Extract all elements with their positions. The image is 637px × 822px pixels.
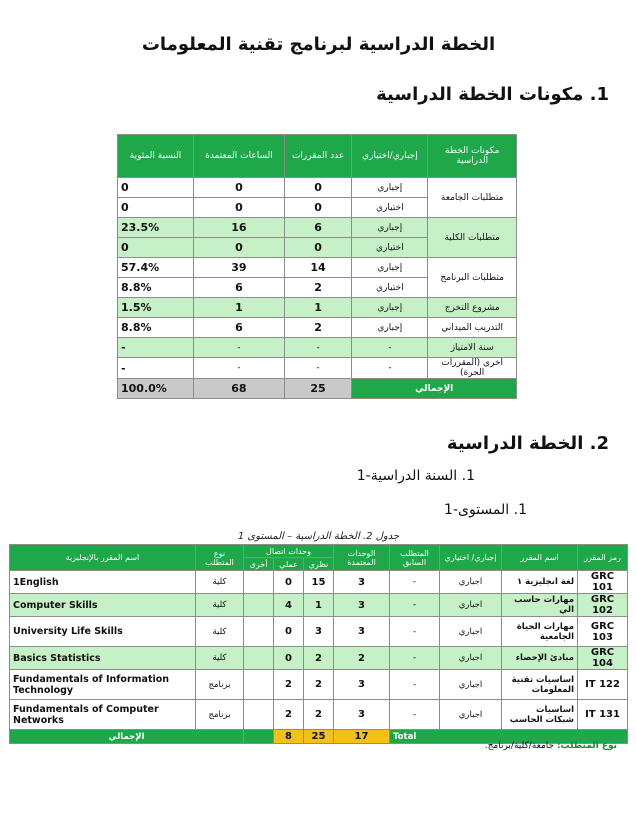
code-cell: GRC 104 <box>578 647 628 670</box>
theory-cell: 2 <box>304 647 334 670</box>
other-cell <box>244 571 274 594</box>
percent-cell: - <box>118 338 194 358</box>
practical-cell: 4 <box>274 594 304 617</box>
component-cell: متطلبات البرنامج <box>428 258 517 298</box>
header-units: الوحدات المعتمدة <box>334 545 390 571</box>
subheading-year-1: 1. السنة الدراسية-1 <box>356 468 475 484</box>
courses-cell: 2 <box>284 278 352 298</box>
type-cell: إجباري <box>352 258 428 278</box>
other-cell <box>244 670 274 700</box>
english-name-cell: Fundamentals of Information Technology <box>10 670 196 700</box>
table-header-row <box>10 545 628 558</box>
component-cell: متطلبات الكلية <box>428 218 517 258</box>
plan-components-table <box>117 134 517 399</box>
prereq-cell: - <box>390 700 440 730</box>
type-cell: إجباري <box>352 318 428 338</box>
table-row <box>118 218 517 238</box>
code-cell: IT 131 <box>578 700 628 730</box>
table-row <box>118 258 517 278</box>
header-req-type: نوع المتطلب <box>196 545 244 571</box>
hours-cell: - <box>194 358 285 379</box>
total-courses: 25 <box>284 379 352 399</box>
name-cell: مهارات حاسب الي <box>502 594 578 617</box>
table-row <box>10 594 628 617</box>
section-heading-plan-components: 1. مكونات الخطة الدراسية <box>376 84 609 105</box>
header-contact: وحدات اتصال <box>244 545 334 558</box>
component-cell: متطلبات الجامعة <box>428 178 517 218</box>
req-cell: برنامج <box>196 670 244 700</box>
table-header-row <box>118 135 517 178</box>
percent-cell: 0 <box>118 198 194 218</box>
percent-cell: 8.8% <box>118 318 194 338</box>
type-cell: اجباري <box>440 670 502 700</box>
table-row <box>10 700 628 730</box>
english-name-cell: Computer Skills <box>10 594 196 617</box>
other-cell <box>244 700 274 730</box>
footnote <box>485 741 617 751</box>
courses-cell: - <box>284 358 352 379</box>
practical-cell: 2 <box>274 700 304 730</box>
units-cell: 2 <box>334 647 390 670</box>
table-caption: جدول 2. الخطة الدراسية – المستوى 1 <box>237 531 400 542</box>
req-cell: كلية <box>196 571 244 594</box>
theory-cell: 2 <box>304 670 334 700</box>
type-cell: إجباري <box>352 178 428 198</box>
total-units: 17 <box>334 730 390 744</box>
prereq-cell: - <box>390 594 440 617</box>
hours-cell: 1 <box>194 298 285 318</box>
table-row <box>10 617 628 647</box>
header-component: مكونات الخطة الدراسية <box>428 135 517 178</box>
type-cell: اجباري <box>440 647 502 670</box>
header-hours: الساعات المعتمدة <box>194 135 285 178</box>
total-theory: 25 <box>304 730 334 744</box>
type-cell: اختياري <box>352 198 428 218</box>
total-row <box>118 379 517 399</box>
type-cell: اختياري <box>352 278 428 298</box>
hours-cell: 0 <box>194 178 285 198</box>
percent-cell: 23.5% <box>118 218 194 238</box>
units-cell: 3 <box>334 700 390 730</box>
total-label: الإجمالي <box>352 379 517 399</box>
percent-cell: 57.4% <box>118 258 194 278</box>
name-cell: اساسيات شبكات الحاسب <box>502 700 578 730</box>
prereq-cell: - <box>390 670 440 700</box>
component-cell: أخرى (المقررات الحرة) <box>428 358 517 379</box>
total-other <box>244 730 274 744</box>
courses-cell: 0 <box>284 238 352 258</box>
table-row <box>118 178 517 198</box>
table-row <box>10 670 628 700</box>
hours-cell: 0 <box>194 198 285 218</box>
table-row <box>118 338 517 358</box>
units-cell: 3 <box>334 617 390 647</box>
subheading-level-1: 1. المستوى-1 <box>444 502 527 518</box>
english-name-cell: Basics Statistics <box>10 647 196 670</box>
type-cell: اجباري <box>440 700 502 730</box>
section-heading-study-plan: 2. الخطة الدراسية <box>446 433 609 454</box>
type-cell: إجباري <box>352 298 428 318</box>
english-name-cell: University Life Skills <box>10 617 196 647</box>
total-percent: 100.0% <box>118 379 194 399</box>
courses-cell: 0 <box>284 178 352 198</box>
percent-cell: - <box>118 358 194 379</box>
other-cell <box>244 594 274 617</box>
type-cell: إجباري <box>352 218 428 238</box>
theory-cell: 3 <box>304 617 334 647</box>
hours-cell: 39 <box>194 258 285 278</box>
req-cell: كلية <box>196 594 244 617</box>
table-row <box>118 358 517 379</box>
courses-cell: 1 <box>284 298 352 318</box>
header-practical: عملي <box>274 558 304 571</box>
name-cell: لغة انجليزية ١ <box>502 571 578 594</box>
footnote-text: جامعة/كلية/برنامج. <box>484 741 557 751</box>
percent-cell: 8.8% <box>118 278 194 298</box>
name-cell: مبادئ الإحصاء <box>502 647 578 670</box>
practical-cell: 0 <box>274 647 304 670</box>
footnote-label: نوع المتطلب: <box>556 741 617 751</box>
level-1-courses-table <box>9 544 628 744</box>
practical-cell: 0 <box>274 571 304 594</box>
header-english: اسم المقرر بالإنجليزية <box>10 545 196 571</box>
page-title: الخطة الدراسية لبرنامج تقنية المعلومات <box>141 34 496 55</box>
code-cell: IT 122 <box>578 670 628 700</box>
header-percent: النسبة المئوية <box>118 135 194 178</box>
req-cell: كلية <box>196 617 244 647</box>
units-cell: 3 <box>334 571 390 594</box>
component-cell: مشروع التخرج <box>428 298 517 318</box>
table-row <box>118 298 517 318</box>
code-cell: GRC 103 <box>578 617 628 647</box>
courses-cell: 0 <box>284 198 352 218</box>
hours-cell: 0 <box>194 238 285 258</box>
name-cell: مهارات الحياة الجامعية <box>502 617 578 647</box>
total-label: Total <box>390 730 628 744</box>
prereq-cell: - <box>390 617 440 647</box>
courses-cell: 6 <box>284 218 352 238</box>
type-cell: - <box>352 358 428 379</box>
hours-cell: 6 <box>194 278 285 298</box>
english-name-cell: Fundamentals of Computer Networks <box>10 700 196 730</box>
req-cell: كلية <box>196 647 244 670</box>
type-cell: اجباري <box>440 617 502 647</box>
component-cell: سنة الامتياز <box>428 338 517 358</box>
hours-cell: 16 <box>194 218 285 238</box>
percent-cell: 0 <box>118 178 194 198</box>
total-hours: 68 <box>194 379 285 399</box>
prereq-cell: - <box>390 647 440 670</box>
percent-cell: 1.5% <box>118 298 194 318</box>
header-name: اسم المقرر <box>502 545 578 571</box>
total-practical: 8 <box>274 730 304 744</box>
header-type: إجباري/ اختياري <box>440 545 502 571</box>
units-cell: 3 <box>334 670 390 700</box>
courses-cell: 2 <box>284 318 352 338</box>
header-prereq: المتطلب السابق <box>390 545 440 571</box>
header-code: رمز المقرر <box>578 545 628 571</box>
other-cell <box>244 647 274 670</box>
header-other: أخرى <box>244 558 274 571</box>
courses-cell: - <box>284 338 352 358</box>
name-cell: اساسيات تقنية المعلومات <box>502 670 578 700</box>
component-cell: التدريب الميداني <box>428 318 517 338</box>
header-type: إجباري/اختياري <box>352 135 428 178</box>
units-cell: 3 <box>334 594 390 617</box>
theory-cell: 2 <box>304 700 334 730</box>
hours-cell: - <box>194 338 285 358</box>
table-row <box>10 647 628 670</box>
type-cell: - <box>352 338 428 358</box>
type-cell: اختياري <box>352 238 428 258</box>
prereq-cell: - <box>390 571 440 594</box>
hours-cell: 6 <box>194 318 285 338</box>
type-cell: اجباري <box>440 571 502 594</box>
total-label-arabic: الإجمالي <box>10 730 244 744</box>
table-row <box>10 571 628 594</box>
percent-cell: 0 <box>118 238 194 258</box>
header-courses: عدد المقررات <box>284 135 352 178</box>
req-cell: برنامج <box>196 700 244 730</box>
type-cell: اجباري <box>440 594 502 617</box>
other-cell <box>244 617 274 647</box>
english-name-cell: 1English <box>10 571 196 594</box>
code-cell: GRC 101 <box>578 571 628 594</box>
practical-cell: 0 <box>274 617 304 647</box>
practical-cell: 2 <box>274 670 304 700</box>
courses-cell: 14 <box>284 258 352 278</box>
table-row <box>118 318 517 338</box>
theory-cell: 15 <box>304 571 334 594</box>
theory-cell: 1 <box>304 594 334 617</box>
code-cell: GRC 102 <box>578 594 628 617</box>
header-theory: نظري <box>304 558 334 571</box>
